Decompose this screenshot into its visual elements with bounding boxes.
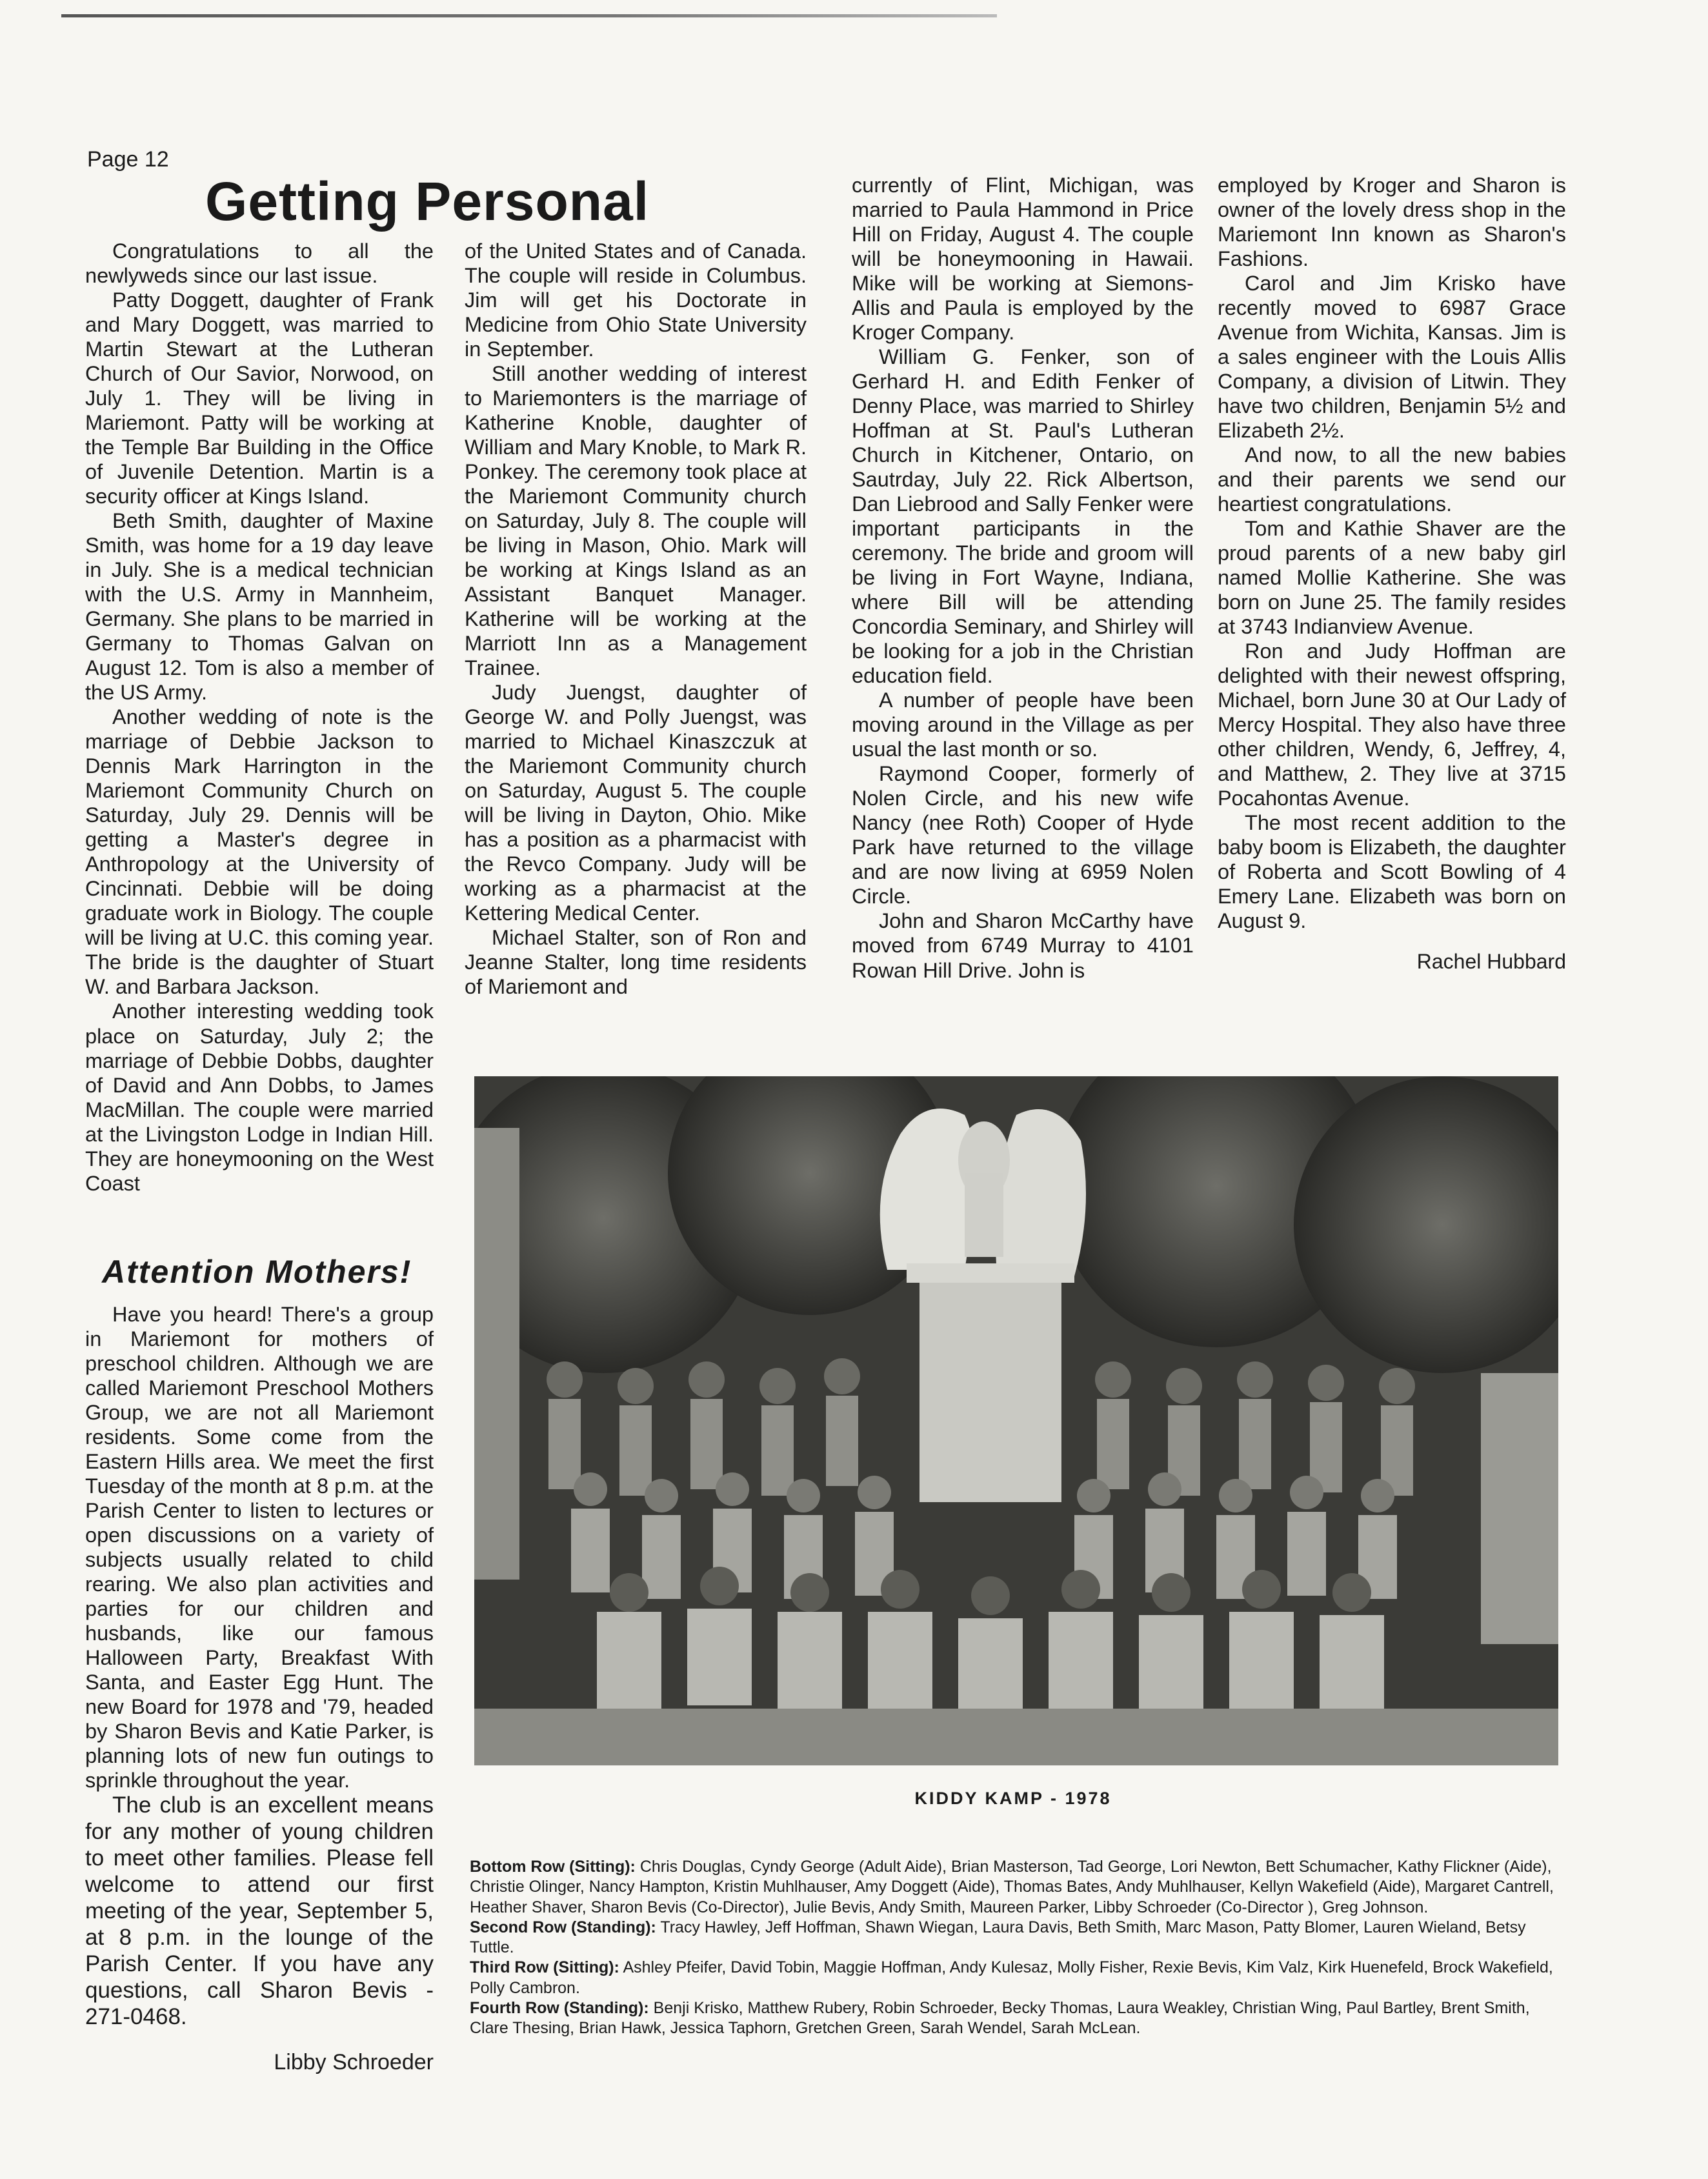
photo-names [470, 1857, 1567, 2038]
paragraph: Patty Doggett, daughter of Frank and Mary Doggett, was married to Martin Stewart at the Lutheran Church of Our Savior, Norwood, on July 1. They will be living in Mariemont. Patty will be working at the Temple Bar Building in the Office of Juvenile Detention. Martin is a security officer at Kings Island. [85, 288, 434, 508]
row-names: Chris Douglas, Cyndy George (Adult Aide), Brian Masterson, Tad George, Lori Newton, Bett Schumacher, Kathy Flickner (Aide), Christie Olinger, Nancy Hampton, Kristin Muhlhauser, Amy Doggett (Aide), Thomas Bates, Andy Muhlhauser, Kellyn Wakefield (Aide), Margaret Cantrell, Heather Shaver, Sharon Bevis (Co-Director), Julie Bevis, Andy Smith, Maureen Parker, Libby Schroeder (Co-Director ), Greg Johnson. [470, 1858, 1554, 1916]
paragraph: Still another wedding of interest to Mariemonters is the marriage of Katherine Knoble, daughter of William and Mary Knoble, to Mark R. Ponkey. The ceremony took place at the Mariemont Community church on Saturday, July 8. The couple will be living in Mason, Ohio. Mark will be working at Kings Island as an Assistant Banquet Manager. Katherine will be working at the Marriott Inn as a Management Trainee. [465, 362, 807, 680]
page-number: Page 12 [87, 147, 169, 172]
names-row [470, 1857, 1567, 1918]
paragraph: Another wedding of note is the marriage of Debbie Jackson to Dennis Mark Harrington in the Mariemont Community Church on Saturday, July 29. Dennis will be getting a Master's degree in Anthropology at the University of Cincinnati. Debbie will be doing graduate work in Biology. The couple will be living at U.C. this coming year. The bride is the daughter of Stuart W. and Barbara Jackson. [85, 705, 434, 999]
paragraph: John and Sharon McCarthy have moved from 6749 Murray to 4101 Rowan Hill Drive. John is [852, 909, 1194, 982]
paragraph: employed by Kroger and Sharon is owner of the lovely dress shop in the Mariemont Inn known as Sharon's Fashions. [1218, 174, 1566, 271]
row-label: Bottom Row (Sitting): [470, 1858, 636, 1876]
paragraph: Tom and Kathie Shaver are the proud parents of a new baby girl named Mollie Katherine. She was born on June 25. The family resides at 3743 Indianview Avenue. [1218, 517, 1566, 639]
paragraph: Raymond Cooper, formerly of Nolen Circle, and his new wife Nancy (nee Roth) Cooper of Hyde Park have returned to the village and are now living at 6959 Nolen Circle. [852, 762, 1194, 909]
paragraph: William G. Fenker, son of Gerhard H. and Edith Fenker of Denny Place, was married to Shirley Hoffman at St. Paul's Lutheran Church in Kitchener, Ontario, on Sautrday, July 22. Rick Albertson, Dan Liebrood and Sally Fenker were important participants in the ceremony. The bride and groom will be living in Fort Wayne, Indiana, where Bill will be attending Concordia Seminary, and Shirley will be looking for a job in the Christian education field. [852, 345, 1194, 688]
row-label: Third Row (Sitting): [470, 1958, 619, 1977]
names-row [470, 1918, 1567, 1958]
group-photo-illustration [474, 1076, 1558, 1765]
names-row [470, 1998, 1567, 2039]
paragraph: The most recent addition to the baby boom is Elizabeth, the daughter of Roberta and Scott Bowling of 4 Emery Lane. Elizabeth was born on August 9. [1218, 811, 1566, 933]
row-names: Benji Krisko, Matthew Rubery, Robin Schroeder, Becky Thomas, Laura Weakley, Christian Wing, Paul Bartley, Brent Smith, Clare Thesing, Brian Hawk, Jessica Taphorn, Gretchen Green, Sarah Wendel, Sarah McLean. [470, 1998, 1530, 2037]
row-names: Ashley Pfeifer, David Tobin, Maggie Hoffman, Andy Kulesaz, Molly Fisher, Rexie Bevis, Kim Valz, Kirk Huenefeld, Brock Wakefield, Polly Cambron. [470, 1958, 1553, 1997]
paragraph: Beth Smith, daughter of Maxine Smith, was home for a 19 day leave in July. She is a medical technician with the U.S. Army in Mannheim, Germany. She plans to be married in Germany to Thomas Galvan on August 12. Tom is also a member of the US Army. [85, 509, 434, 705]
paragraph: Ron and Judy Hoffman are delighted with their newest offspring, Michael, born June 30 at Our Lady of Mercy Hospital. They also have three other children, Wendy, 6, Jeffrey, 4, and Matthew, 2. They live at 3715 Pocahontas Avenue. [1218, 639, 1566, 810]
paragraph: Have you heard! There's a group in Mariemont for mothers of preschool children. Although we are called Mariemont Preschool Mothers Group, we are not all Mariemont residents. Some come from the Eastern Hills area. We meet the first Tuesday of the month at 8 p.m. at the Parish Center to listen to lectures or open discussions on a variety of subjects usually related to child rearing. We also plan activities and parties for our children and husbands, like our famous Halloween Party, Breakfast With Santa, and Easter Egg Hunt. The new Board for 1978 and '79, headed by Sharon Bevis and Katie Parker, is planning lots of new fun outings to sprinkle throughout the year. [85, 1303, 434, 1792]
paragraph: Michael Stalter, son of Ron and Jeanne Stalter, long time residents of Mariemont and [465, 926, 807, 999]
paragraph: The club is an excellent means for any mother of young children to meet other families. Please fell welcome to attend our first meeting of the year, September 5, at 8 p.m. in the lounge of the Parish Center. If you have any questions, call Sharon Bevis - 271-0468. [85, 1792, 434, 2029]
group-photo [474, 1076, 1558, 1765]
paragraph: of the United States and of Canada. The couple will reside in Columbus. Jim will get his Doctorate in Medicine from Ohio State University in September. [465, 239, 807, 361]
names-row [470, 1958, 1567, 1998]
attention-heading: Attention Mothers! [102, 1254, 412, 1290]
paragraph: Judy Juengst, daughter of George W. and Polly Juengst, was married to Michael Kinaszczuk at the Mariemont Community church on Saturday, August 5. The couple will be living in Dayton, Ohio. Mike has a position as a pharmacist with the Revco Company. Judy will be working as a pharmacist at the Kettering Medical Center. [465, 681, 807, 925]
attention-signature: Libby Schroeder [274, 2049, 434, 2074]
article-column-3 [852, 173, 1194, 983]
article-column-2 [465, 239, 807, 999]
article-column-4 [1218, 173, 1566, 974]
top-rule [61, 14, 997, 17]
paragraph: Congratulations to all the newlyweds since our last issue. [85, 239, 434, 288]
author-signature: Rachel Hubbard [1416, 950, 1566, 974]
paragraph: A number of people have been moving around in the Village as per usual the last month or so. [852, 688, 1194, 761]
photo-caption: KIDDY KAMP - 1978 [914, 1789, 1112, 1808]
row-names: Tracy Hawley, Jeff Hoffman, Shawn Wiegan, Laura Davis, Beth Smith, Marc Mason, Patty Blomer, Lauren Wieland, Betsy Tuttle. [470, 1918, 1526, 1956]
paragraph: Another interesting wedding took place on Saturday, July 2; the marriage of Debbie Dobbs, daughter of David and Ann Dobbs, to James MacMillan. The couple were married at the Livingston Lodge in Indian Hill. They are honeymooning on the West Coast [85, 999, 434, 1195]
article-column-1 [85, 239, 434, 1196]
row-label: Fourth Row (Standing): [470, 1998, 649, 2017]
row-label: Second Row (Standing): [470, 1918, 656, 1936]
attention-article [85, 1302, 434, 2076]
paragraph: And now, to all the new babies and their parents we send our heartiest congratulations. [1218, 443, 1566, 516]
paragraph: Carol and Jim Krisko have recently moved to 6987 Grace Avenue from Wichita, Kansas. Jim is a sales engineer with the Louis Allis Company, a division of Litwin. They have two children, Benjamin 5½ and Elizabeth 2½. [1218, 272, 1566, 443]
paragraph: currently of Flint, Michigan, was married to Paula Hammond in Price Hill on Friday, August 4. The couple will be honeymooning in Hawaii. Mike will be working at Siemons-Allis and Paula is employed by the Kroger Company. [852, 174, 1194, 345]
page-title: Getting Personal [205, 171, 650, 232]
